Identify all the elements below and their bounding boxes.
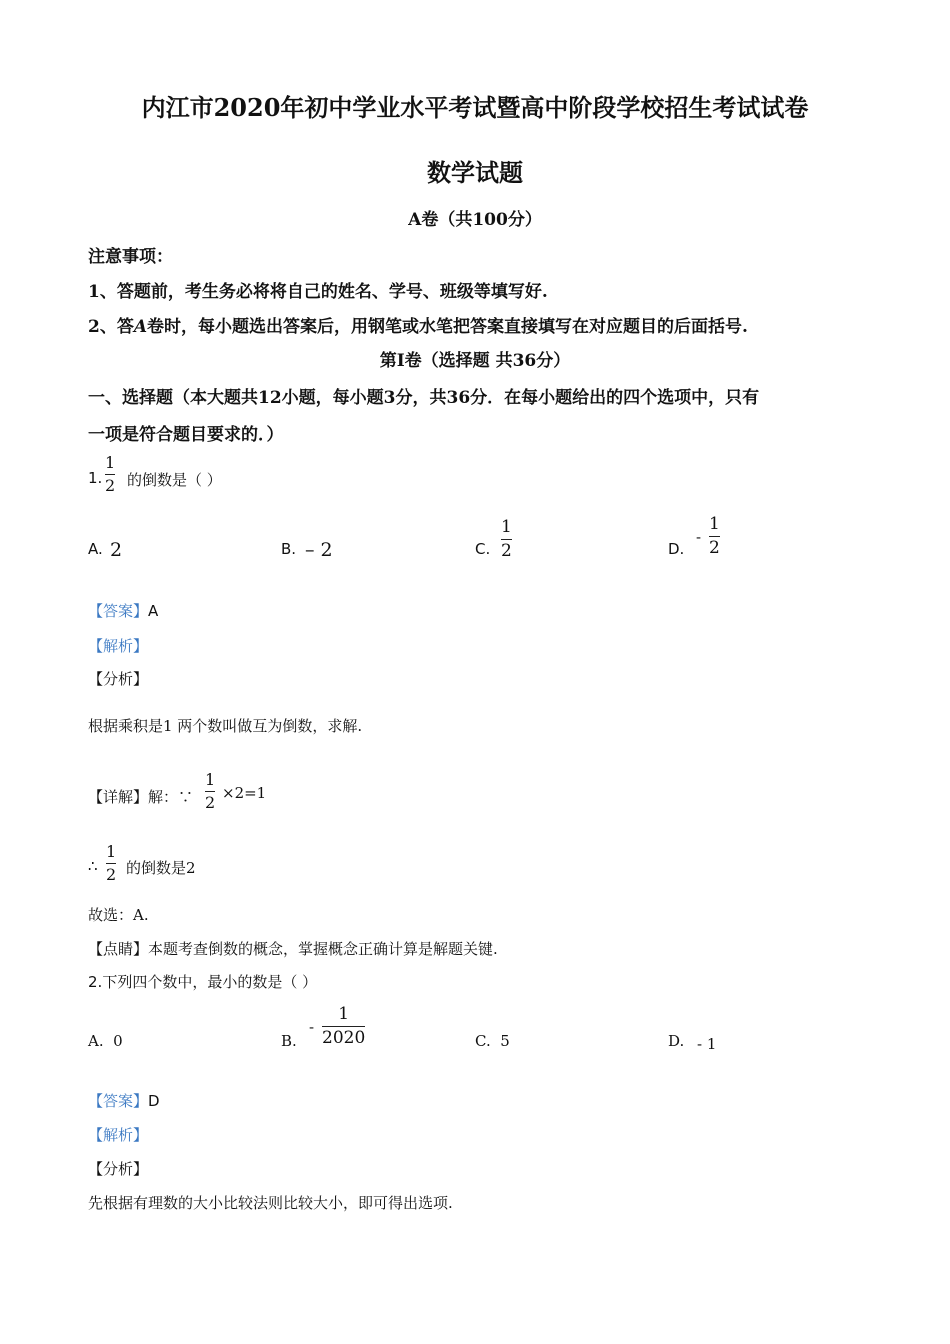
q1-comment	[88, 938, 498, 959]
q2-option-b-fraction	[322, 1006, 365, 1047]
q1-detail-suffix: ×2=1	[222, 784, 267, 802]
q2-option-b-label: B.	[281, 1032, 297, 1050]
q2-stem: 下列四个数中，最小的数是（ ）	[102, 973, 318, 991]
q1-option-d-num: 1	[709, 514, 720, 534]
q2-fenxi-text: 先根据有理数的大小比较法则比较大小，即可得出选项.	[88, 1194, 453, 1212]
q1-option-a-label: A.	[88, 540, 103, 558]
q1-comment-text: 本题考查倒数的概念，掌握概念正确计算是解题关键.	[148, 940, 498, 958]
q1-comment-tag: 【点睛】	[88, 940, 149, 958]
q1-option-b-value: – 2	[305, 539, 333, 561]
q1-detail-fraction	[205, 772, 215, 811]
notice-item-2	[88, 312, 748, 337]
q2-option-b-den: 2020	[322, 1028, 366, 1048]
q2-option-a-value: 0	[113, 1032, 123, 1050]
q1-fenxi-tag: 【分析】	[88, 670, 149, 688]
q1-number: 1.	[88, 469, 103, 487]
q1-therefore-symbol: ∴	[88, 857, 98, 875]
notice-item-2-prefix: 2、答	[88, 317, 134, 337]
q1-option-c-num: 1	[501, 517, 512, 537]
q2-option-c-value: 5	[500, 1032, 510, 1050]
q1-stem: 的倒数是（ ）	[127, 471, 222, 489]
q1-therefore-fraction	[106, 844, 116, 883]
q1-detail-tag: 【详解】	[88, 788, 149, 806]
q1-analysis-tag: 【解析】	[88, 637, 149, 655]
q1-option-a-value: 2	[110, 539, 123, 561]
q2-option-c-label: C.	[475, 1032, 491, 1050]
q1-answer	[88, 600, 158, 621]
q1-frac-num: 1	[105, 453, 116, 472]
q2-option-d-label: D.	[668, 1032, 685, 1050]
fraction-bar	[322, 1026, 365, 1027]
part1-instructions-line1: 一、选择题（本大题共12小题，每小题3分，共36分．在每小题给出的四个选项中，只有	[88, 388, 760, 408]
q2-analysis-tag: 【解析】	[88, 1126, 149, 1144]
q1-choose: 故选：A.	[88, 906, 149, 924]
part1-heading: 第Ⅰ卷（选择题 共36分）	[379, 351, 571, 371]
q1-option-b-label: B.	[281, 540, 297, 558]
q2-answer-value: D	[148, 1092, 160, 1110]
q2-option-b-sign: -	[309, 1018, 315, 1036]
fraction-bar	[709, 536, 720, 537]
q1-option-d-fraction	[709, 516, 720, 557]
q2-option-a	[88, 1032, 123, 1050]
q1-frac-den: 2	[105, 476, 116, 495]
notice-item-2-suffix: 卷时，每小题选出答案后，用钢笔或水笔把答案直接填写在对应题目的后面括号.	[147, 317, 748, 337]
q2-option-c	[475, 1032, 510, 1050]
q1-option-c-fraction	[501, 519, 512, 560]
q1-fraction	[105, 455, 115, 494]
q2-answer	[88, 1090, 160, 1111]
q1-detail-num: 1	[205, 770, 216, 789]
fraction-bar	[106, 863, 116, 864]
q1-option-c-den: 2	[501, 541, 512, 561]
q1-detail-lead	[88, 786, 193, 807]
q2-number: 2.	[88, 973, 103, 991]
q1-fenxi-text: 根据乘积是1 两个数叫做互为倒数，求解.	[88, 717, 363, 735]
q1-answer-value: A	[148, 602, 159, 620]
q1-option-c-label: C.	[475, 540, 491, 558]
notice-item-2-italic: A	[133, 317, 148, 337]
q1-detail-prefix: 解：∵	[148, 788, 194, 806]
q2-fenxi-tag: 【分析】	[88, 1160, 149, 1178]
part1-instructions-line2: 一项是符合题目要求的．）	[88, 425, 284, 445]
q1-option-d-label: D.	[668, 540, 685, 558]
fraction-bar	[501, 539, 512, 540]
q2-option-b-num: 1	[338, 1004, 350, 1024]
q1-therefore-suffix: 的倒数是2	[126, 859, 196, 877]
exam-title: 内江市2020年初中学业水平考试暨高中阶段学校招生考试试卷	[141, 93, 809, 122]
q2-option-d-value: - 1	[697, 1035, 717, 1053]
notice-heading: 注意事项：	[88, 247, 173, 267]
q1-detail-den: 2	[205, 793, 216, 812]
q1-answer-tag: 【答案】	[88, 602, 149, 620]
section-a-heading: A卷（共100分）	[408, 210, 542, 230]
fraction-bar	[205, 791, 215, 792]
notice-item-1: 1、答题前，考生务必将将自己的姓名、学号、班级等填写好.	[88, 282, 548, 302]
q2-answer-tag: 【答案】	[88, 1092, 149, 1110]
fraction-bar	[105, 474, 115, 475]
exam-subtitle: 数学试题	[427, 158, 523, 187]
q1-option-d-den: 2	[709, 538, 720, 558]
q1-therefore-num: 1	[106, 842, 117, 861]
q1-therefore-den: 2	[106, 865, 117, 884]
q2-line	[88, 971, 317, 992]
q2-option-a-label: A.	[88, 1032, 104, 1050]
q1-option-d-sign: -	[696, 528, 702, 546]
